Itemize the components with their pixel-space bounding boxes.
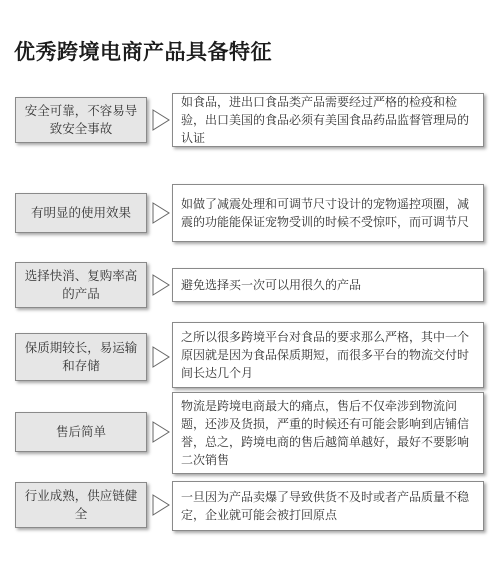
description-box-effect — [172, 184, 484, 242]
feature-box-supply-chain — [15, 482, 147, 528]
feature-box-shelf-life — [15, 333, 147, 381]
arrow-right-icon — [150, 201, 172, 225]
feature-box-fast-moving — [15, 262, 147, 308]
feature-box-effect — [15, 193, 147, 233]
arrow-right-icon — [150, 420, 172, 444]
description-box-fast-moving — [172, 268, 484, 302]
description-box-safety — [172, 93, 484, 147]
feature-label: 行业成熟，供应链健全 — [24, 488, 138, 521]
arrow-right-icon — [150, 273, 172, 297]
arrow-right-icon — [150, 108, 172, 132]
page-title: 优秀跨境电商产品具备特征 — [14, 40, 272, 64]
feature-label: 安全可靠，不容易导致安全事故 — [24, 103, 138, 136]
feature-box-safety — [15, 97, 147, 143]
feature-label: 保质期较长，易运输和存储 — [24, 340, 138, 373]
feature-label: 有明显的使用效果 — [30, 205, 131, 220]
description-box-supply-chain — [172, 481, 484, 531]
feature-label: 售后简单 — [55, 424, 106, 439]
feature-box-after-sales — [15, 412, 147, 452]
description-text: 如做了减震处理和可调节尺寸设计的宠物遥控项圈，减震的功能能保证宠物受训的时候不受惊吓，而可调节尺 — [181, 197, 470, 229]
description-text: 如食品，进出口食品类产品需要经过严格的检疫和检验，出口美国的食品必须有美国食品药品监督管理局的认证 — [181, 95, 470, 145]
description-text: 避免选择买一次可以用很久的产品 — [181, 278, 362, 292]
description-text: 物流是跨境电商最大的痛点，售后不仅牵涉到物流问题，还涉及货损，严重的时候还有可能会影响到店铺信誉，总之，跨境电商的售后越简单越好，最好不要影响二次销售 — [181, 399, 470, 467]
description-text: 之所以很多跨境平台对食品的要求那么严格，其中一个原因就是因为食品保质期短，而很多平台的物流交付时间长达几个月 — [181, 330, 470, 380]
description-box-shelf-life — [172, 322, 484, 388]
description-box-after-sales — [172, 392, 484, 474]
arrow-right-icon — [150, 345, 172, 369]
feature-label: 选择快消、复购率高的产品 — [24, 268, 138, 301]
arrow-right-icon — [150, 493, 172, 517]
description-text: 一旦因为产品卖爆了导致供货不及时或者产品质量不稳定，企业就可能会被打回原点 — [181, 490, 470, 522]
